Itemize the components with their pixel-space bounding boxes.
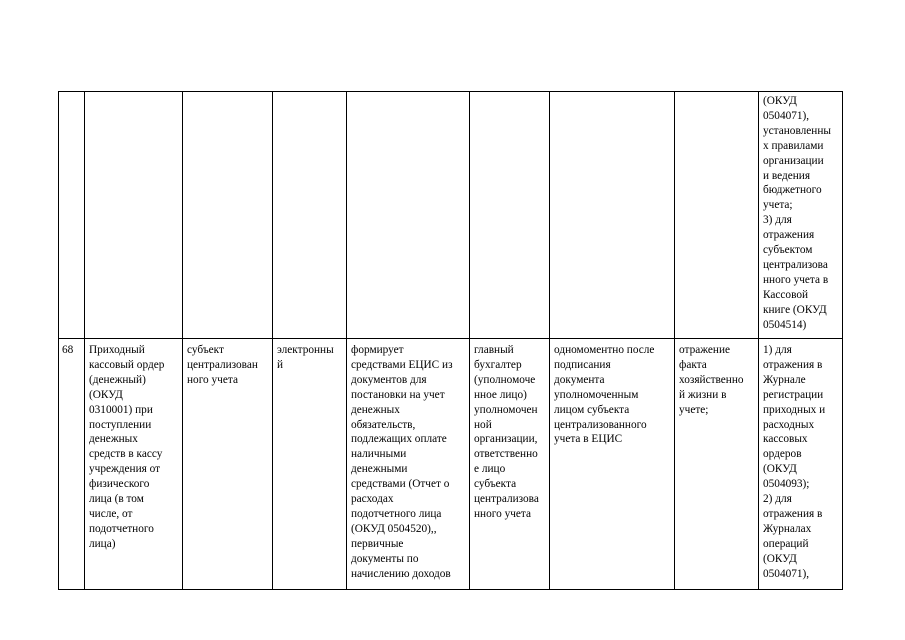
- procedure-cell: формирует средствами ЕЦИС из документов для постановки на учет денежных обязательств, подлежащих оплате наличными денежными средствами (Отчет о расходах подотчетного лица (ОКУД 0504520),, первичные документы по начислению доходов: [347, 339, 470, 590]
- author-cell: [183, 92, 273, 339]
- signer-cell: главный бухгалтер (уполномоче нное лицо) уполномочен ной организации, ответственно е лицо субъекта централизова нного учета: [470, 339, 550, 590]
- document-name-cell: Приходный кассовый ордер (денежный) (ОКУД 0310001) при поступлении денежных средств в кассу учреждения от физического лица (в том числе, от подотчетного лица): [85, 339, 183, 590]
- deadline-cell: одномоментно после подписания документа уполномоченным лицом субъекта централизованного учета в ЕЦИС: [550, 339, 675, 590]
- form-cell: [273, 92, 347, 339]
- deadline-cell: [550, 92, 675, 339]
- table-row: [59, 339, 843, 590]
- procedure-cell: [347, 92, 470, 339]
- registers-cell: 1) для отражения в Журнале регистрации приходных и расходных кассовых ордеров (ОКУД 0504093); 2) для отражения в Журналах операций (ОКУД 0504071),: [759, 339, 843, 590]
- register-table: [58, 91, 843, 590]
- document-name-cell: [85, 92, 183, 339]
- author-cell: субъект централизован ного учета: [183, 339, 273, 590]
- purpose-cell: отражение факта хозяйственно й жизни в учете;: [675, 339, 759, 590]
- signer-cell: [470, 92, 550, 339]
- registers-cell: (ОКУД 0504071), установленны х правилами организации и ведения бюджетного учета; 3) для отражения субъектом централизова нного учета в Кассовой книге (ОКУД 0504514): [759, 92, 843, 339]
- row-number-cell: 68: [59, 339, 85, 590]
- purpose-cell: [675, 92, 759, 339]
- table-row: [59, 92, 843, 339]
- form-cell: электронны й: [273, 339, 347, 590]
- row-number-cell: [59, 92, 85, 339]
